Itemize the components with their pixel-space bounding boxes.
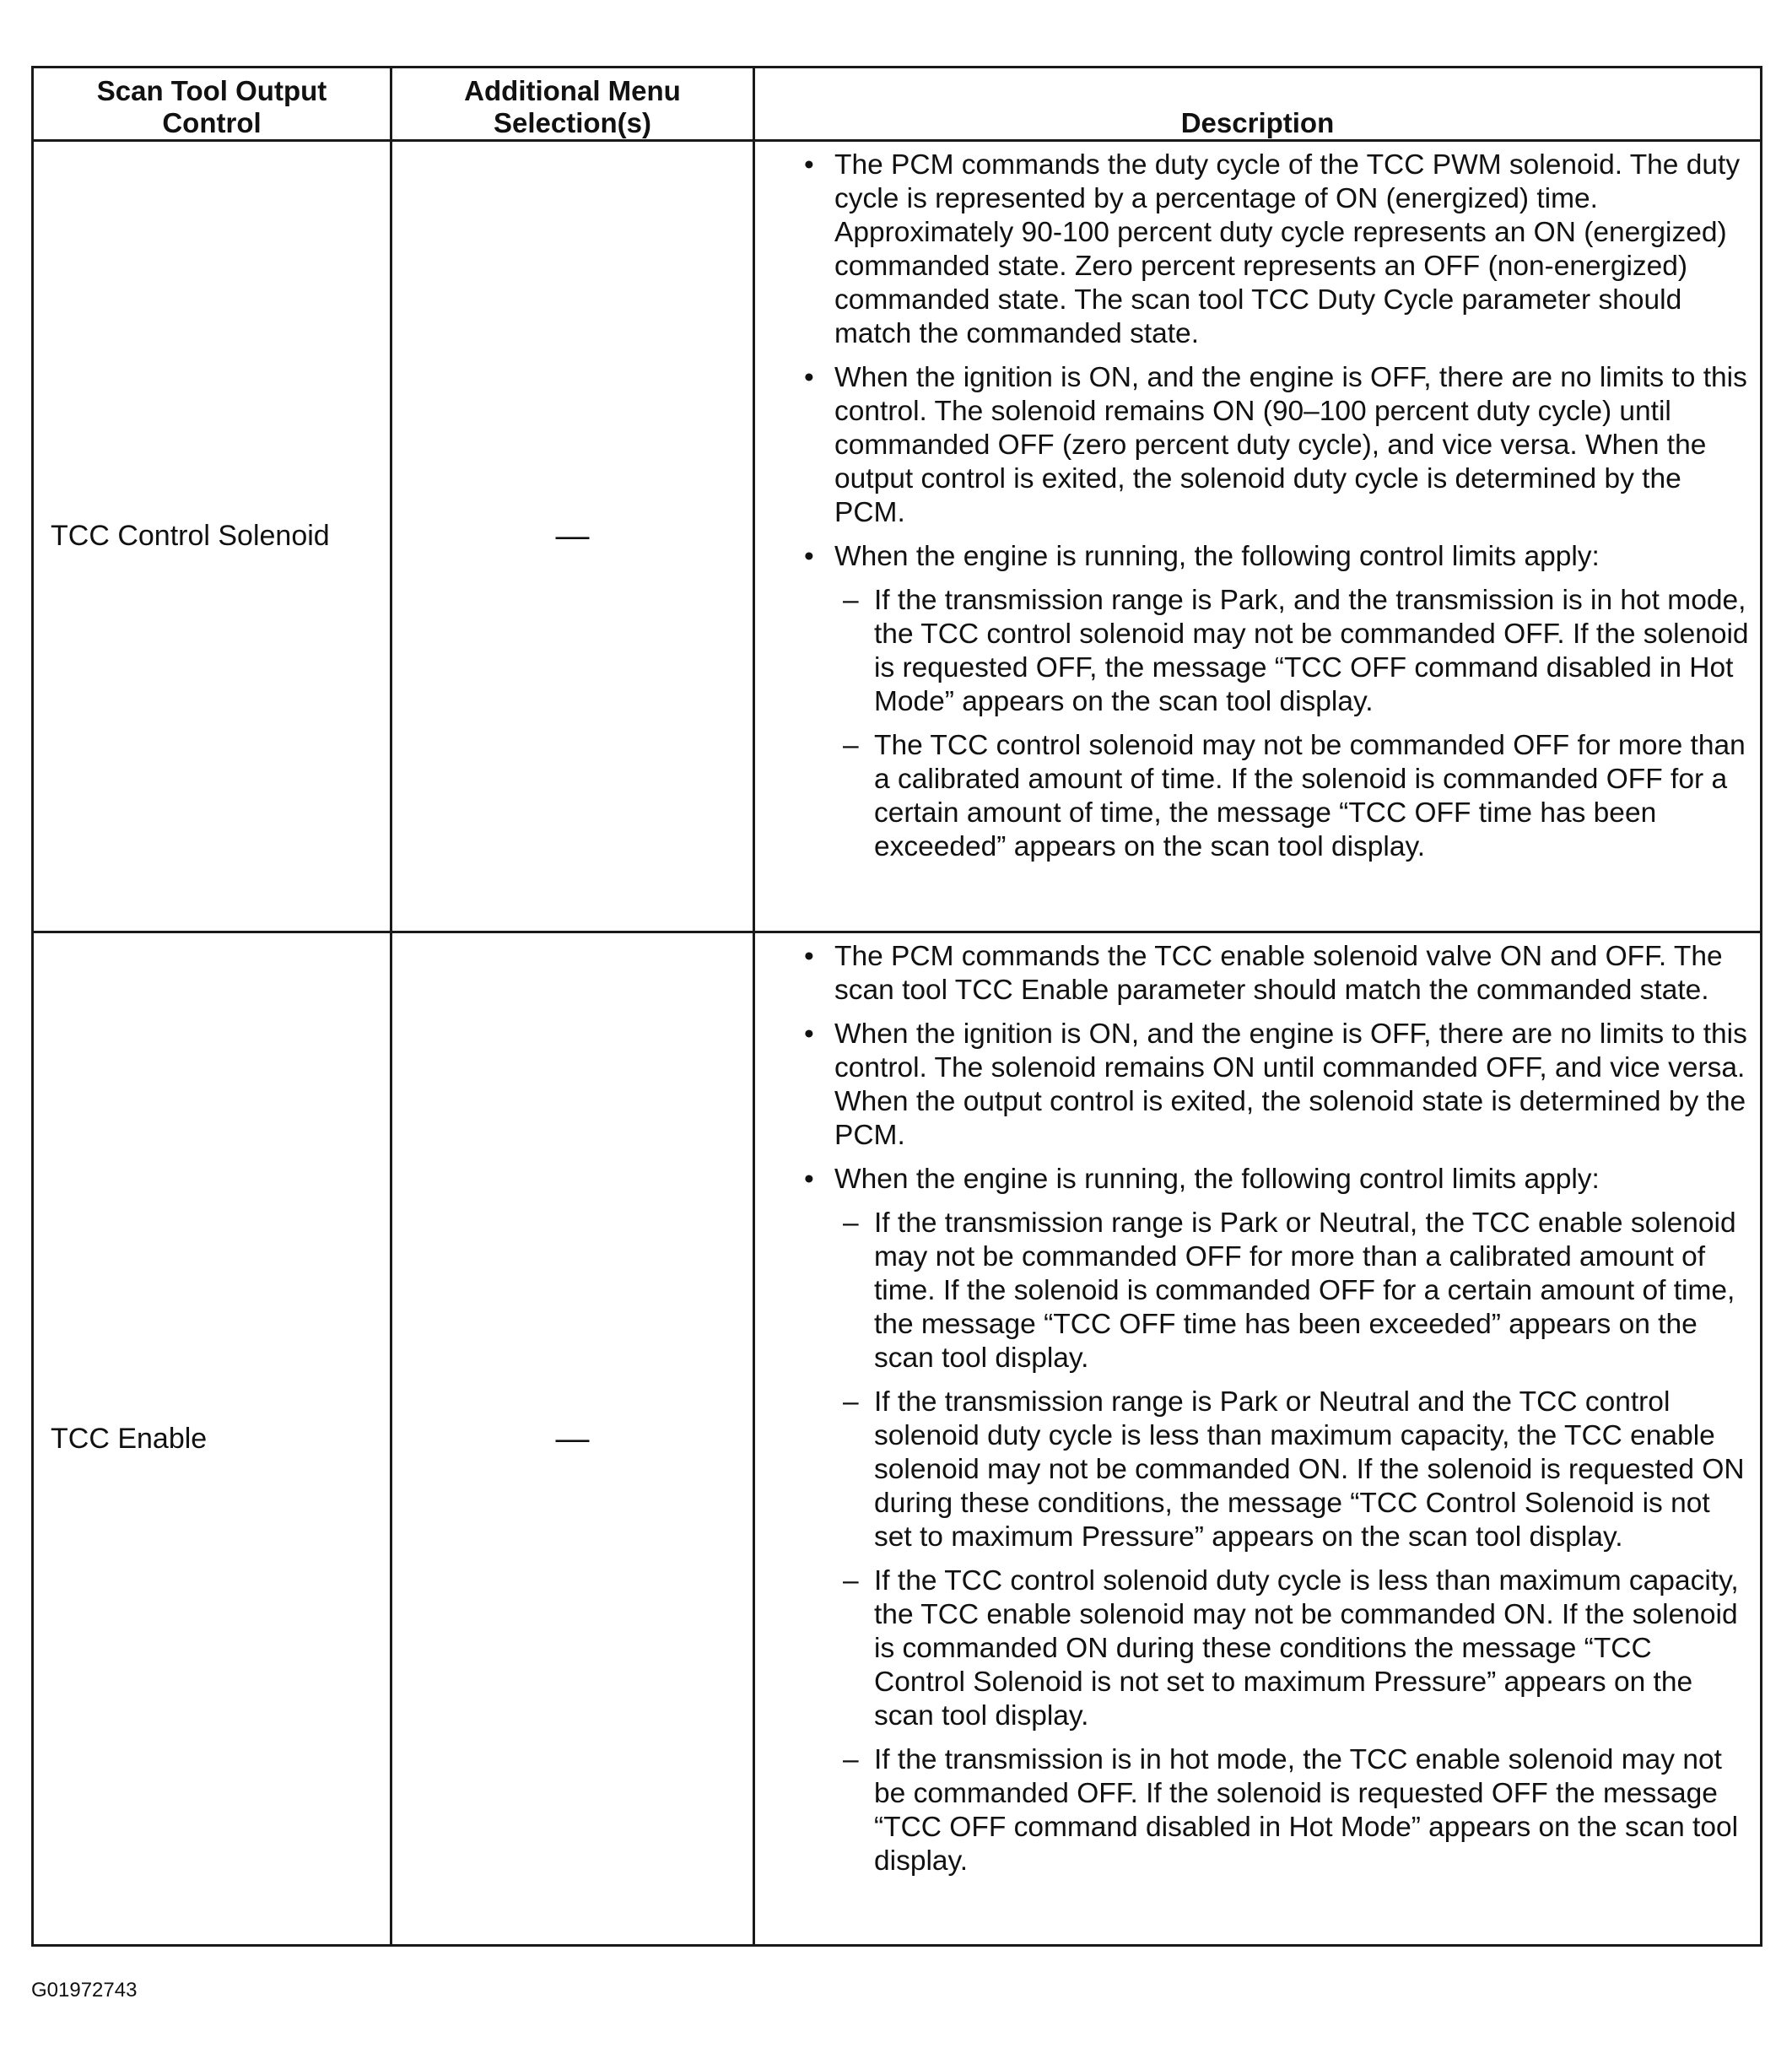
description-bullet: • The PCM commands the TCC enable solenoid valve ON and OFF. The scan tool TCC Enable parameter should match the commanded state. <box>755 940 1750 1008</box>
header-menu-selection <box>391 68 754 141</box>
header-menu-selection-text: Additional Menu Selection(s) <box>464 75 681 138</box>
menu-selection-cell: — <box>391 932 754 1946</box>
output-control-cell: TCC Control Solenoid <box>33 141 391 932</box>
description-sub-item: – The TCC control solenoid may not be commanded OFF for more than a calibrated amount of time. If the solenoid is commanded OFF for a certain amount of time, the message “TCC OFF time has been exceeded” appears on the scan tool display. <box>755 729 1750 864</box>
description-bullet: • When the engine is running, the following control limits apply: <box>755 540 1750 574</box>
description-sub-item: – If the transmission is in hot mode, the TCC enable solenoid may not be commanded OFF. If the solenoid is requested OFF the message “TCC OFF command disabled in Hot Mode” appears on the scan tool display. <box>755 1743 1750 1878</box>
output-control-cell: TCC Enable <box>33 932 391 1946</box>
output-control-table <box>31 66 1762 1947</box>
header-description: Description <box>754 68 1762 141</box>
header-output-control <box>33 68 391 141</box>
description-sub-item: – If the transmission range is Park or Neutral, the TCC enable solenoid may not be commanded OFF for more than a calibrated amount of time. If the solenoid is commanded OFF for a certain amount of time, the message “TCC OFF time has been exceeded” appears on the scan tool display. <box>755 1207 1750 1375</box>
description-cell <box>754 932 1762 1946</box>
description-sub-item: – If the transmission range is Park or Neutral and the TCC control solenoid duty cycle is less than maximum capacity, the TCC enable solenoid may not be commanded ON. If the solenoid is requested ON during these conditions, the message “TCC Control Solenoid is not set to maximum Pressure” appears on the scan tool display. <box>755 1386 1750 1554</box>
figure-id: G01972743 <box>31 1979 138 2002</box>
description-sub-item: – If the transmission range is Park, and the transmission is in hot mode, the TCC control solenoid may not be commanded OFF. If the solenoid is requested OFF, the message “TCC OFF command disabled in Hot Mode” appears on the scan tool display. <box>755 584 1750 719</box>
description-sub-item: – If the TCC control solenoid duty cycle is less than maximum capacity, the TCC enable solenoid may not be commanded ON. If the solenoid is commanded ON during these conditions the message “TCC Control Solenoid is not set to maximum Pressure” appears on the scan tool display. <box>755 1564 1750 1733</box>
table-row <box>33 141 1762 932</box>
header-output-control-text: Scan Tool Output Control <box>96 75 327 138</box>
description-bullet: • The PCM commands the duty cycle of the TCC PWM solenoid. The duty cycle is represented by a percentage of ON (energized) time. Approximately 90-100 percent duty cycle represents an ON (energized) commanded state. Zero percent represents an OFF (non-energized) commanded state. The scan tool TCC Duty Cycle parameter should match the commanded state. <box>755 149 1750 351</box>
description-bullet: • When the engine is running, the following control limits apply: <box>755 1163 1750 1197</box>
description-bullet: • When the ignition is ON, and the engine is OFF, there are no limits to this control. The solenoid remains ON (90–100 percent duty cycle) until commanded OFF (zero percent duty cycle), and vice versa. When the output control is exited, the solenoid duty cycle is determined by the PCM. <box>755 361 1750 530</box>
table-row <box>33 932 1762 1946</box>
table-header-row <box>33 68 1762 141</box>
description-bullet: • When the ignition is ON, and the engine is OFF, there are no limits to this control. The solenoid remains ON until commanded OFF, and vice versa. When the output control is exited, the solenoid state is determined by the PCM. <box>755 1018 1750 1153</box>
menu-selection-cell: — <box>391 141 754 932</box>
description-cell <box>754 141 1762 932</box>
